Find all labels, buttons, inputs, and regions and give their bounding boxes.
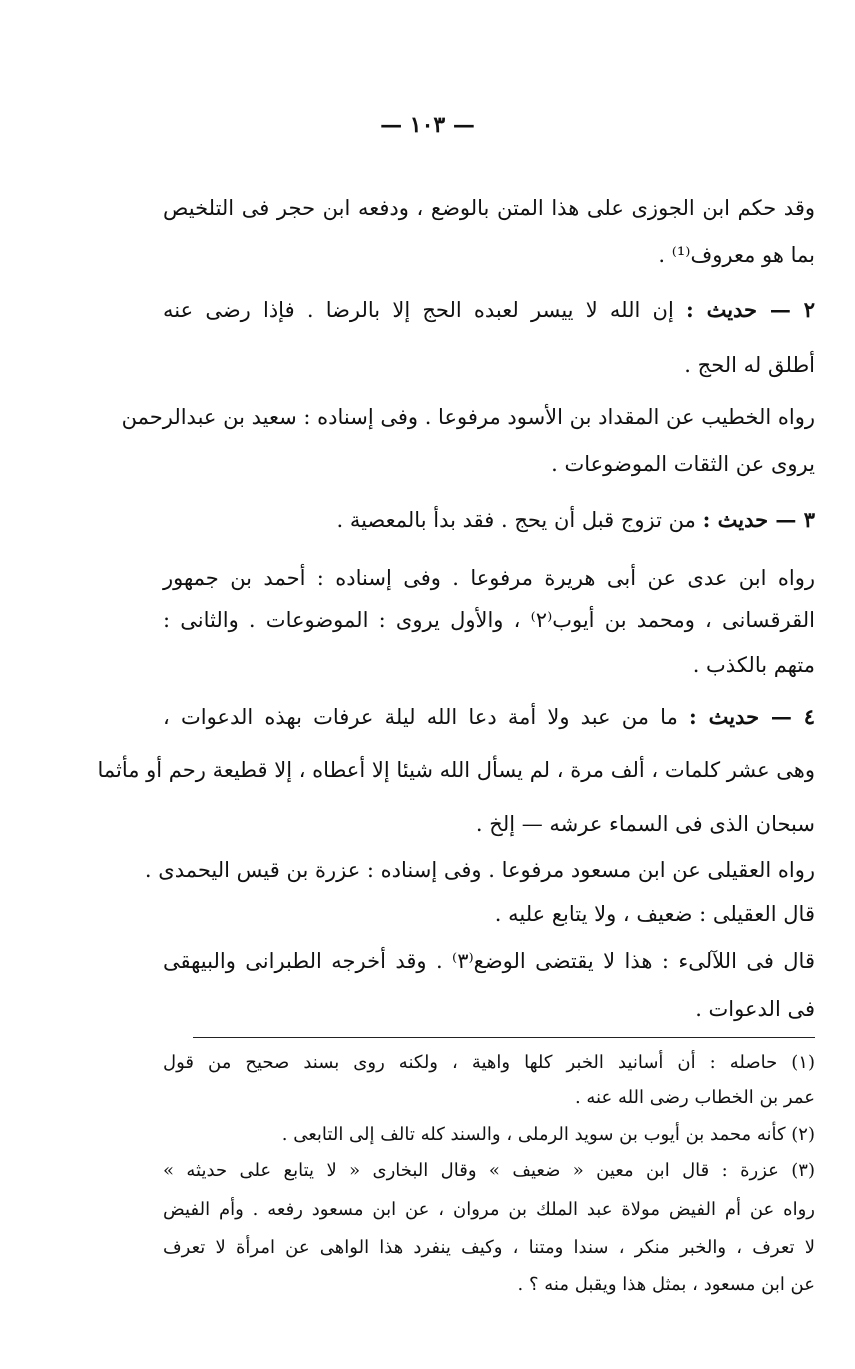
hadith-3-narration-1: رواه ابن عدى عن أبى هريرة مرفوعا . وفى إسناده : أحمد بن جمهور: [163, 566, 815, 590]
hadith-2-narration-2: يروى عن الثقات الموضوعات .: [551, 452, 815, 476]
hadith-2-text: إن الله لا ييسر لعبده الحج إلا بالرضا . فإذا رضى عنه: [163, 298, 674, 322]
footnote-1-line-1: (١) حاصله : أن أسانيد الخبر كلها واهية ، ولكنه روى بسند صحيح من قول: [163, 1052, 815, 1073]
hadith-4-narration-2: قال العقيلى : ضعيف ، ولا يتابع عليه .: [494, 902, 815, 926]
hadith-2-line-2: أطلق له الحج .: [684, 353, 815, 377]
hadith-2-narration-1: رواه الخطيب عن المقداد بن الأسود مرفوعا . وفى إسناده : سعيد بن عبدالرحمن: [121, 405, 815, 429]
footnote-3-line-4: عن ابن مسعود ، بمثل هذا ويقبل منه ؟ .: [517, 1274, 815, 1295]
page-number: — ١٠٣ —: [380, 112, 475, 138]
hadith-3-lead: ٣ — حديث :: [702, 507, 815, 532]
footnote-3-line-3: لا تعرف ، والخبر منكر ، سندا ومتنا ، وكيف ينفرد هذا الواهى عن امرأة لا تعرف: [163, 1237, 815, 1258]
hadith-4-text: ما من عبد ولا أمة دعا الله ليلة عرفات بهذه الدعوات ،: [163, 705, 678, 729]
hadith-4-line-1: [163, 702, 815, 732]
hadith-2-lead: ٢ — حديث :: [685, 297, 815, 322]
hadith-4-narration-4: فى الدعوات .: [695, 997, 815, 1021]
intro-line-1: وقد حكم ابن الجوزى على هذا المتن بالوضع ، ودفعه ابن حجر فى التلخيص: [163, 196, 815, 220]
hadith-2-line-1: [163, 295, 815, 325]
hadith-4-line-3: سبحان الذى فى السماء عرشه — إلخ .: [475, 812, 815, 836]
hadith-4-lead: ٤ — حديث :: [689, 704, 815, 729]
hadith-4-narration-1: رواه العقيلى عن ابن مسعود مرفوعا . وفى إسناده : عزرة بن قيس اليحمدى .: [144, 858, 815, 882]
footnote-2: (٢) كأنه محمد بن أيوب بن سويد الرملى ، والسند كله تالف إلى التابعى .: [281, 1124, 815, 1145]
footnote-3-line-1: (٣) عزرة : قال ابن معين « ضعيف » وقال البخارى « لا يتابع على حديثه »: [163, 1160, 815, 1181]
hadith-4-narration-3: قال فى اللآلىء : هذا لا يقتضى الوضع⁽٣⁾ . وقد أخرجه الطبرانى والبيهقى: [163, 949, 815, 973]
hadith-3-line: [336, 505, 815, 535]
hadith-4-line-2: وهى عشر كلمات ، ألف مرة ، لم يسأل الله شيئا إلا أعطاه ، إلا قطيعة رحم أو مأثما: [97, 758, 815, 782]
hadith-3-narration-2: القرقسانى ، ومحمد بن أيوب⁽٢⁾ ، والأول يروى : الموضوعات . والثانى :: [163, 608, 815, 632]
hadith-3-narration-3: متهم بالكذب .: [692, 653, 815, 677]
footnote-1-line-2: عمر بن الخطاب رضى الله عنه .: [574, 1087, 815, 1108]
footnote-divider: [193, 1037, 815, 1038]
intro-line-2: بما هو معروف⁽¹⁾ .: [658, 243, 815, 267]
hadith-3-text: من تزوج قبل أن يحج . فقد بدأ بالمعصية .: [336, 508, 696, 532]
footnote-3-line-2: رواه عن أم الفيض مولاة عبد الملك بن مروان ، عن ابن مسعود رفعه . وأم الفيض: [163, 1199, 815, 1220]
